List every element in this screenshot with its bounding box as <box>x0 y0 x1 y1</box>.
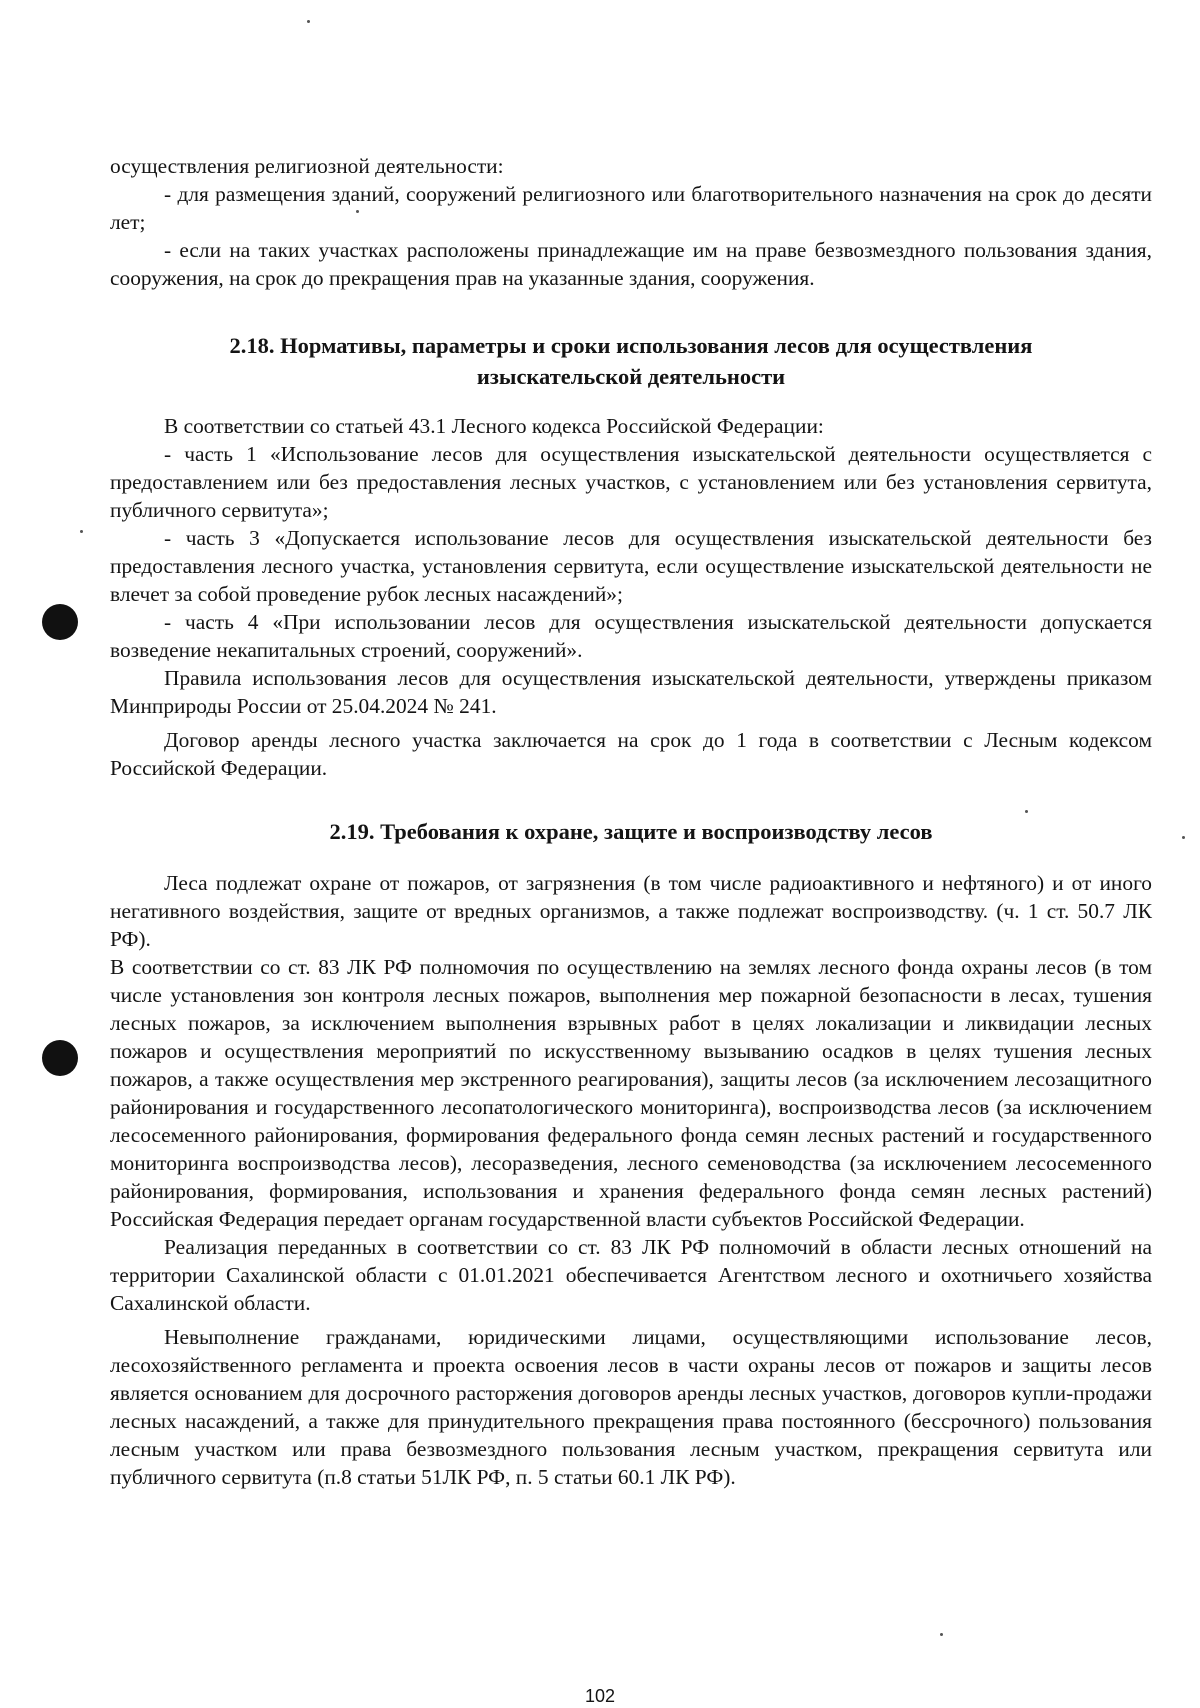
section-heading-2-18 <box>110 330 1152 392</box>
list-item-part-1: - часть 1 «Использование лесов для осуществления изыскательской деятельности осуществляется с предоставлением или без предоставления лесных участков, с установлением или без установления сервитута, публичного сервитута»; <box>110 442 1152 522</box>
section-heading-2-18-line1: 2.18. Нормативы, параметры и сроки использования лесов для осуществления <box>229 333 1033 358</box>
paragraph-forest-protection: Леса подлежат охране от пожаров, от загрязнения (в том числе радиоактивного и нефтяного) и от иного негативного воздействия, защите от вредных организмов, а также подлежат воспроизводству. (ч. 1 ст. 50.7 ЛК РФ). <box>110 871 1152 951</box>
list-item-free-use-term: - если на таких участках расположены принадлежащие им на праве безвозмездного пользования здания, сооружения, на срок до прекращения прав на указанные здания, сооружения. <box>110 238 1152 290</box>
scan-speck <box>1182 836 1185 839</box>
scan-speck <box>307 20 310 23</box>
scan-speck <box>1025 810 1028 813</box>
scan-speck <box>940 1633 943 1636</box>
scan-speck <box>356 210 359 213</box>
paragraph-religious-activity: осуществления религиозной деятельности: <box>110 154 504 178</box>
section-heading-2-18-line2: изыскательской деятельности <box>476 364 786 389</box>
punch-hole-mark <box>42 1040 78 1076</box>
paragraph-article-83-powers: В соответствии со ст. 83 ЛК РФ полномочия по осуществлению на землях лесного фонда охраны лесов (в том числе установления зон контроля лесных пожаров, выполнения мер пожарной безопасности в лесах, тушения лесных пожаров, за исключением выполнения взрывных работ в целях локализации и ликвидации лесных пожаров и осуществления мероприятий по искусственному вызыванию осадков в целях тушения лесных пожаров, а также осуществления мер экстренного реагирования), защиты лесов (за исключением лесозащитного районирования и государственного лесопатологического мониторинга), воспроизводства лесов (за исключением лесосеменного районирования, формирования федерального фонда семян лесных растений и государственного мониторинга воспроизводства лесов), лесоразведения, лесного семеноводства (за исключением лесосеменного районирования, формирования, использования и хранения федерального фонда семян лесных растений) Российская Федерация передает органам государственной власти субъектов Российской Федерации. <box>110 955 1152 1231</box>
paragraph-article-43-1: В соответствии со статьей 43.1 Лесного кодекса Российской Федерации: <box>164 414 824 438</box>
list-item-part-3: - часть 3 «Допускается использование лесов для осуществления изыскательской деятельности без предоставления лесного участка, установления сервитута, если осуществление изыскательской деятельности не влечет за собой проведение рубок лесных насаждений»; <box>110 526 1152 606</box>
section-heading-2-19: 2.19. Требования к охране, защите и воспроизводству лесов <box>329 819 933 844</box>
document-page <box>110 152 1152 1491</box>
paragraph-sakhalin-agency: Реализация переданных в соответствии со ст. 83 ЛК РФ полномочий в области лесных отношений на территории Сахалинской области с 01.01.2021 обеспечивается Агентством лесного и охотничьего хозяйства Сахалинской области. <box>110 1235 1152 1315</box>
paragraph-rules-order: Правила использования лесов для осуществления изыскательской деятельности, утверждены приказом Минприроды России от 25.04.2024 № 241. <box>110 666 1152 718</box>
scan-speck <box>80 530 83 533</box>
page-number: 102 <box>584 1686 616 1706</box>
paragraph-lease-term: Договор аренды лесного участка заключается на срок до 1 года в соответствии с Лесным кодексом Российской Федерации. <box>110 728 1152 780</box>
paragraph-non-compliance: Невыполнение гражданами, юридическими лицами, осуществляющими использование лесов, лесохозяйственного регламента и проекта освоения лесов в части охраны лесов от пожаров и защиты лесов является основанием для досрочного расторжения договоров аренды лесных участков, договоров купли-продажи лесных насаждений, а также для принудительного прекращения права постоянного (бессрочного) пользования лесным участком или права безвозмездного пользования лесным участком, прекращения сервитута или публичного сервитута (п.8 статьи 51ЛК РФ, п. 5 статьи 60.1 ЛК РФ). <box>110 1325 1152 1489</box>
list-item-buildings-term: - для размещения зданий, сооружений религиозного или благотворительного назначения на срок до десяти лет; <box>110 182 1152 234</box>
list-item-part-4: - часть 4 «При использовании лесов для осуществления изыскательской деятельности допускается возведение некапитальных строений, сооружений». <box>110 610 1152 662</box>
punch-hole-mark <box>42 604 78 640</box>
